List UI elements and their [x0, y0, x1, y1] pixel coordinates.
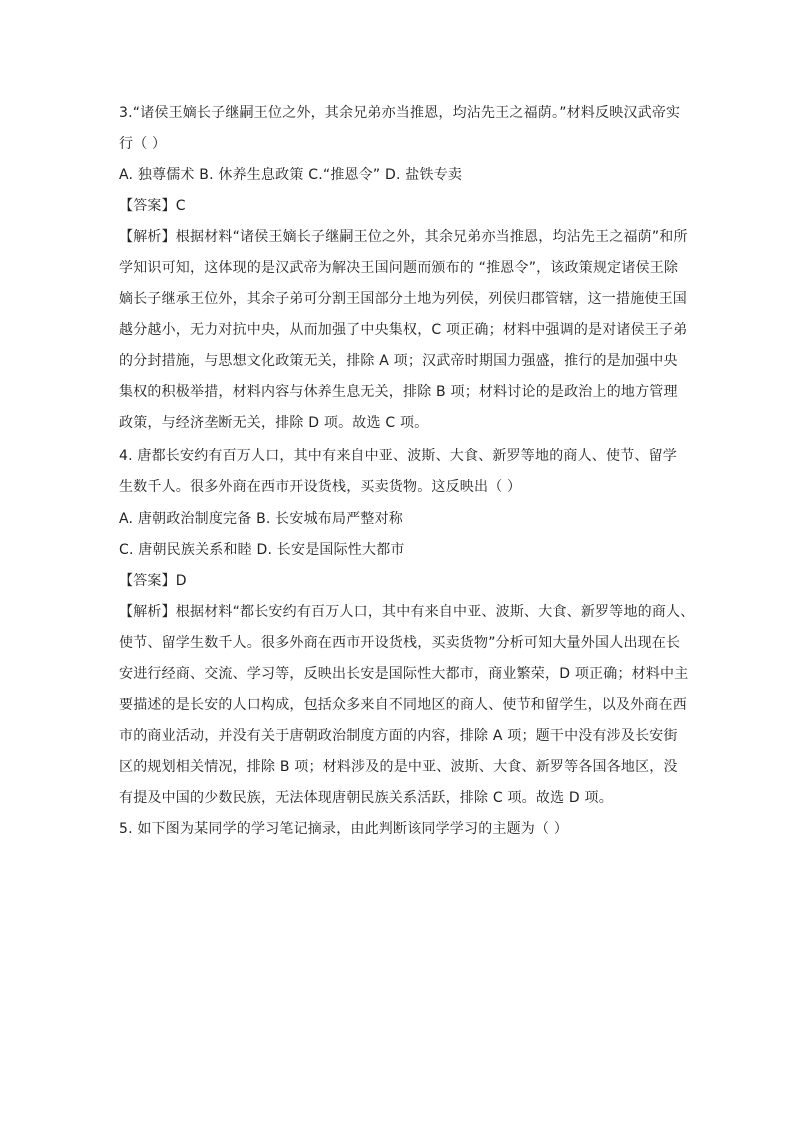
question-3-stem-line-2: 行（ ）: [119, 136, 167, 152]
question-4-options-line-2: C. 唐朝民族关系和睦 D. 长安是国际性大都市: [119, 542, 405, 558]
question-3-analysis-line-2: 学知识可知，这体现的是汉武帝为解决王国问题而颁布的 “推恩令”，该政策规定诸侯王除: [119, 260, 679, 276]
question-3-analysis-line-1: 【解析】根据材料“诸侯王嫡长子继嗣王位之外，其余兄弟亦当推恩，均沾先王之福荫”和所: [119, 229, 688, 245]
question-3-stem-line-1: 3.“诸侯王嫡长子继嗣王位之外，其余兄弟亦当推恩，均沾先王之福荫。”材料反映汉武帝实: [119, 105, 681, 121]
question-3-analysis-line-4: 越分越小，无力对抗中央，从而加强了中央集权，C 项正确；材料中强调的是对诸侯王子弟: [119, 322, 688, 338]
question-4-analysis-line-2: 使节、留学生数千人。很多外商在西市开设货栈，买卖货物”分析可知大量外国人出现在长: [119, 635, 681, 651]
question-4-analysis-line-1: 【解析】根据材料“都长安约有百万人口，其中有来自中亚、波斯、大食、新罗等地的商人、: [119, 604, 695, 620]
question-5-stem: 5. 如下图为某同学的学习笔记摘录，由此判断该同学学习的主题为（ ）: [119, 821, 569, 837]
question-4-answer: 【答案】D: [119, 573, 187, 589]
question-4-analysis-line-7: 有提及中国的少数民族，无法体现唐朝民族关系活跃，排除 C 项。故选 D 项。: [119, 790, 613, 806]
question-3-analysis-line-6: 集权的积极举措，材料内容与休养生息无关，排除 B 项；材料讨论的是政治上的地方管理: [119, 384, 678, 400]
question-4-options-line-1: A. 唐朝政治制度完备 B. 长安城布局严整对称: [119, 511, 403, 527]
question-4-analysis-line-4: 要描述的是长安的人口构成，包括众多来自不同地区的商人、使节和留学生，以及外商在西: [119, 697, 687, 713]
question-4-analysis-line-6: 区的规划相关情况，排除 B 项；材料涉及的是中亚、波斯、大食、新罗等各国各地区，没: [119, 759, 678, 775]
question-3-analysis-line-7: 政策，与经济垄断无关，排除 D 项。故选 C 项。: [119, 415, 429, 431]
question-4-stem-line-2: 生数千人。很多外商在西市开设货栈，买卖货物。这反映出（ ）: [119, 479, 522, 495]
question-3-analysis-line-5: 的分封措施，与思想文化政策无关，排除 A 项；汉武帝时期国力强盛，推行的是加强中央: [119, 353, 678, 369]
question-3-analysis-line-3: 嫡长子继承王位外，其余子弟可分割王国部分土地为列侯，列侯归郡管辖，这一措施使王国: [119, 291, 687, 307]
question-4-analysis-line-5: 市的商业活动，并没有关于唐朝政治制度方面的内容，排除 A 项；题干中没有涉及长安街: [119, 728, 678, 744]
question-4-stem-line-1: 4. 唐都长安约有百万人口，其中有来自中亚、波斯、大食、新罗等地的商人、使节、留学: [119, 448, 678, 464]
question-3-answer: 【答案】C: [119, 198, 186, 214]
question-4-analysis-line-3: 安进行经商、交流、学习等，反映出长安是国际性大都市，商业繁荣，D 项正确；材料中主: [119, 666, 689, 682]
question-3-options: A. 独尊儒术 B. 休养生息政策 C.“推恩令” D. 盐铁专卖: [119, 167, 463, 183]
